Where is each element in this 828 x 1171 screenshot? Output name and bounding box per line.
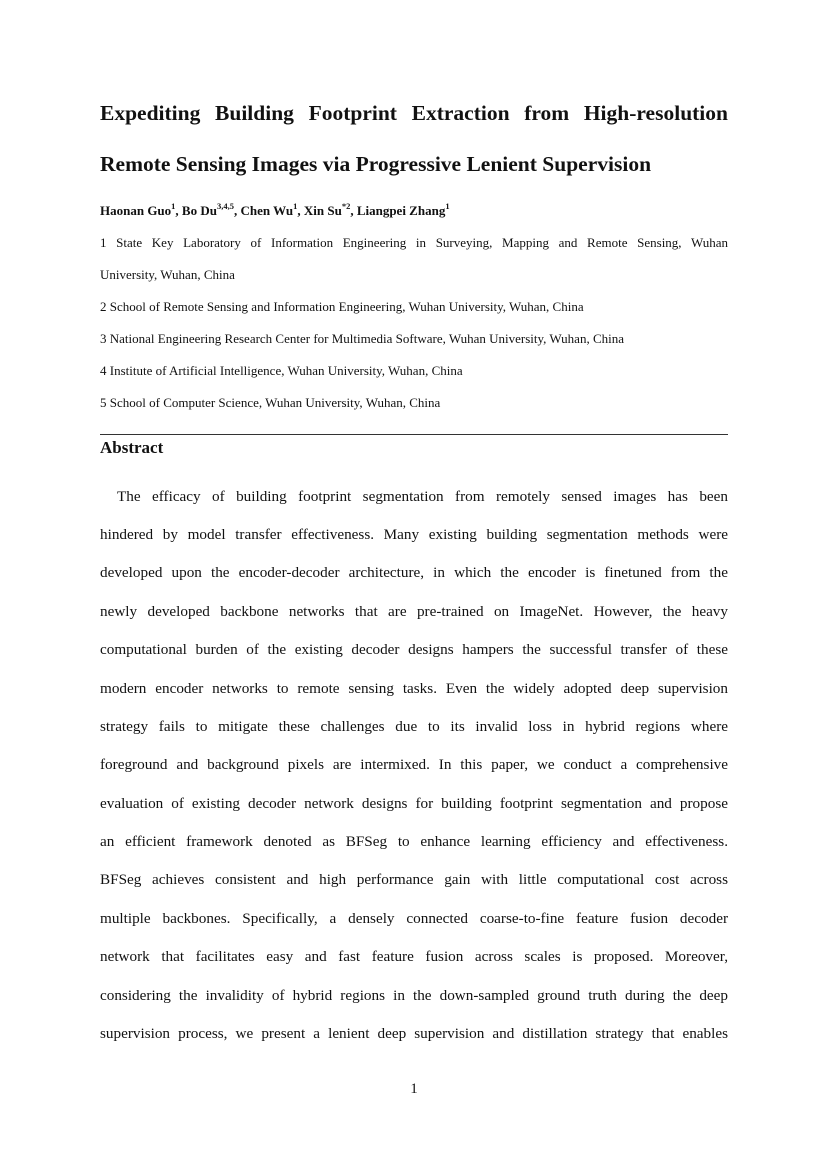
- author-affiliation-mark: *2: [341, 200, 351, 211]
- abstract-line: The efficacy of building footprint segmentation from remotely sensed images has been: [117, 488, 728, 505]
- abstract-line: evaluation of existing decoder network designs for building footprint segmentation and propose: [100, 795, 728, 812]
- abstract-line: modern encoder networks to remote sensing tasks. Even the widely adopted deep supervision: [100, 680, 728, 697]
- author-name: Liangpei Zhang: [356, 203, 446, 218]
- abstract-line: BFSeg achieves consistent and high performance gain with little computational cost across: [100, 871, 728, 888]
- abstract-line: network that facilitates easy and fast feature fusion across scales is proposed. Moreover,: [100, 948, 728, 965]
- affiliation-1-line-1: 1 State Key Laboratory of Information Engineering in Surveying, Mapping and Remote Sensing, Wuhan: [100, 235, 728, 250]
- abstract-heading: Abstract: [100, 438, 164, 457]
- affiliation-2: 2 School of Remote Sensing and Information Engineering, Wuhan University, Wuhan, China: [100, 299, 584, 314]
- abstract-line: strategy fails to mitigate these challenges due to its invalid loss in hybrid regions where: [100, 718, 728, 735]
- author-affiliation-mark: 1: [293, 200, 298, 211]
- author-name: Haonan Guo: [100, 203, 172, 218]
- abstract-line: foreground and background pixels are intermixed. In this paper, we conduct a comprehensive: [100, 756, 728, 773]
- affiliation-5: 5 School of Computer Science, Wuhan University, Wuhan, China: [100, 395, 441, 410]
- abstract-line: computational burden of the existing decoder designs hampers the successful transfer of these: [100, 641, 728, 658]
- author-separator: ,: [297, 203, 304, 218]
- affiliation-1-line-2: University, Wuhan, China: [100, 267, 235, 282]
- paper-title-line-1: Expediting Building Footprint Extraction from High-resolution: [100, 101, 728, 125]
- author-affiliation-mark: 1: [171, 200, 176, 211]
- author-affiliation-mark: 1: [445, 200, 450, 211]
- author-separator: ,: [350, 203, 357, 218]
- abstract-line: an efficient framework denoted as BFSeg to enhance learning efficiency and effectiveness.: [100, 833, 728, 850]
- author-name: Xin Su: [303, 203, 342, 218]
- abstract-line: multiple backbones. Specifically, a densely connected coarse-to-fine feature fusion decoder: [100, 910, 728, 927]
- paper-title-line-2: Remote Sensing Images via Progressive Lenient Supervision: [100, 152, 652, 176]
- author-name: Chen Wu: [240, 203, 294, 218]
- affiliation-4: 4 Institute of Artificial Intelligence, Wuhan University, Wuhan, China: [100, 363, 463, 378]
- abstract-line: developed upon the encoder-decoder architecture, in which the encoder is finetuned from the: [100, 564, 728, 581]
- author-name: Bo Du: [181, 203, 217, 218]
- abstract-line: hindered by model transfer effectiveness. Many existing building segmentation methods were: [100, 526, 728, 543]
- abstract-line: considering the invalidity of hybrid regions in the down-sampled ground truth during the deep: [100, 987, 728, 1004]
- page-number: 1: [410, 1081, 418, 1097]
- affiliation-3: 3 National Engineering Research Center for Multimedia Software, Wuhan University, Wuhan, China: [100, 331, 624, 346]
- abstract-line: newly developed backbone networks that are pre-trained on ImageNet. However, the heavy: [100, 603, 728, 620]
- section-divider: [100, 434, 728, 435]
- author-affiliation-mark: 3,4,5: [216, 200, 234, 211]
- abstract-line: supervision process, we present a lenient deep supervision and distillation strategy that enables: [100, 1025, 728, 1042]
- author-list: [100, 201, 450, 221]
- author-separator: ,: [233, 203, 241, 218]
- author-separator: ,: [175, 203, 182, 218]
